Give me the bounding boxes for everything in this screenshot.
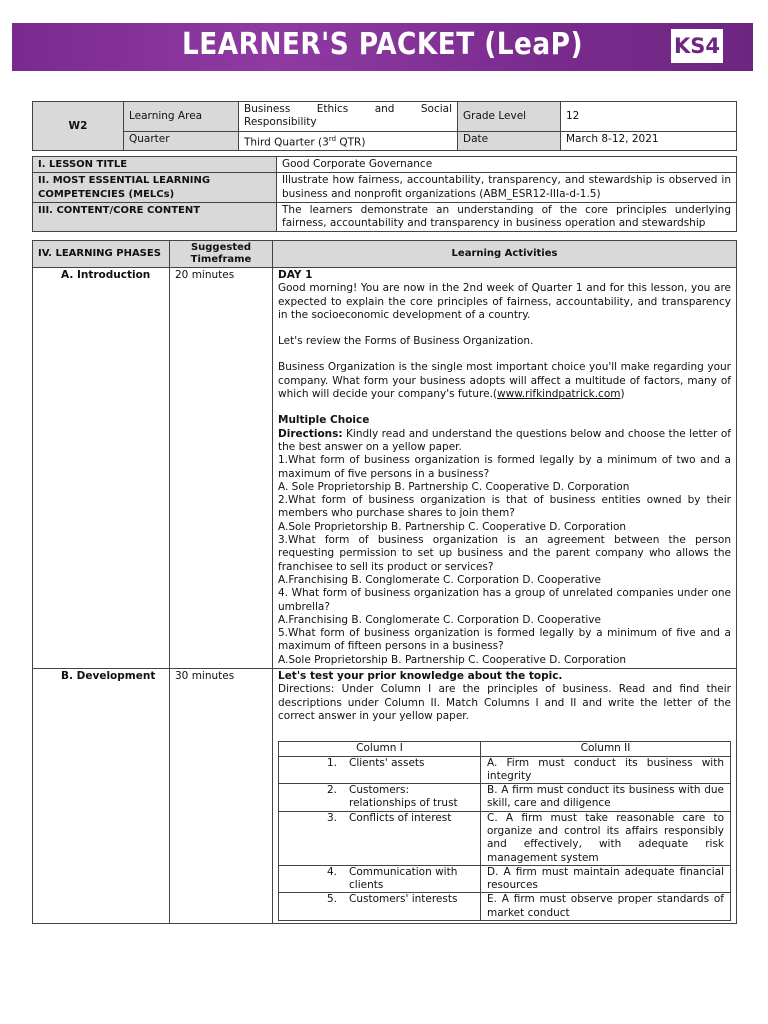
answer-options: A. Sole Proprietorship B. Partnership C. Cooperative D. Corporation <box>278 480 630 493</box>
grade-level-value: 12 <box>561 102 737 132</box>
quarter-value: Third Quarter (3rd QTR) <box>239 131 458 151</box>
table-row <box>279 784 731 812</box>
row-number: 1. <box>279 756 344 784</box>
quarter-label: Quarter <box>124 131 239 151</box>
column-ii-cell: A. Firm must conduct its business with integrity <box>481 756 731 784</box>
phases-header: IV. LEARNING PHASES <box>33 241 170 268</box>
table-row <box>279 811 731 865</box>
question-item: 1.What form of business organization is formed legally by a minimum of two and a maximum of five persons in a business? <box>278 454 731 480</box>
introduction-activities <box>273 268 737 669</box>
day-label: DAY 1 <box>278 269 313 281</box>
lesson-table <box>32 156 737 232</box>
matching-table <box>278 741 731 921</box>
melc-label: II. MOST ESSENTIAL LEARNING COMPETENCIES (MELCs) <box>33 173 277 203</box>
ks4-badge: KS4 <box>671 29 723 63</box>
table-row <box>279 756 731 784</box>
date-label: Date <box>458 131 561 151</box>
table-row <box>279 893 731 921</box>
grade-level-label: Grade Level <box>458 102 561 132</box>
column-i-cell: Customers' interests <box>343 893 481 921</box>
timeframe-header: Suggested Timeframe <box>170 241 273 268</box>
melc-value: Illustrate how fairness, accountability, transparency, and stewardship is observed in business and nonprofit organizations (ABM_ESR12-IIIa-d-1.5) <box>277 173 737 203</box>
column-i-cell: Customers: relationships of trust <box>343 784 481 812</box>
header-banner <box>12 23 753 71</box>
question-item: 2.What form of business organization is that of business entities owned by their members who purchase shares to join them? <box>278 494 731 520</box>
development-activities <box>273 669 737 924</box>
row-number: 3. <box>279 811 344 865</box>
date-value: March 8-12, 2021 <box>561 131 737 151</box>
learning-area-value: Business Ethics and Social Responsibility <box>239 102 458 132</box>
development-directions: Directions: Under Column I are the principles of business. Read and find their descriptions under Column II. Match Columns I and II and write the letter of the correct answer in your yellow paper. <box>278 683 731 722</box>
meta-table <box>32 101 737 151</box>
answer-options: A.Sole Proprietorship B. Partnership C. Cooperative D. Corporation <box>278 520 627 533</box>
row-number: 4. <box>279 865 344 893</box>
column-i-cell: Clients' assets <box>343 756 481 784</box>
answer-options: A.Franchising B. Conglomerate C. Corporation D. Cooperative <box>278 573 601 586</box>
introduction-time: 20 minutes <box>170 268 273 669</box>
development-time: 30 minutes <box>170 669 273 924</box>
question-item: 5.What form of business organization is formed legally by a minimum of five and a maximum of fifteen persons in a business? <box>278 627 731 653</box>
answer-options: A.Sole Proprietorship B. Partnership C. Cooperative D. Corporation <box>278 653 627 666</box>
lesson-title-value: Good Corporate Governance <box>277 157 737 173</box>
development-heading: Let's test your prior knowledge about the topic. <box>278 670 563 683</box>
packet-title: LEARNER'S PACKET (LeaP) <box>182 27 583 62</box>
question-item: 3.What form of business organization is an agreement between the person requesting permission to set up business and the parent company who allows the franchisee to sell its product or services? <box>278 534 731 573</box>
column-i-header: Column I <box>279 742 481 756</box>
greeting-text: Good morning! You are now in the 2nd week of Quarter 1 and for this lesson, you are expected to explain the core principles of fairness, accountability, and transparency in the socioeconomic development of a country. <box>278 282 731 321</box>
question-item: 4. What form of business organization has a group of unrelated companies under one umbrella? <box>278 587 731 613</box>
week-cell: W2 <box>33 102 124 151</box>
content-value: The learners demonstrate an understanding of the core principles underlying fairness, accountability and transparency in business operation and stewardship <box>277 202 737 232</box>
column-ii-cell: E. A firm must observe proper standards of market conduct <box>481 893 731 921</box>
column-i-cell: Conflicts of interest <box>343 811 481 865</box>
column-ii-cell: D. A firm must maintain adequate financial resources <box>481 865 731 893</box>
answer-options: A.Franchising B. Conglomerate C. Corporation D. Cooperative <box>278 613 601 626</box>
mc-directions: Directions: Kindly read and understand the questions below and choose the letter of the best answer on a yellow paper. <box>278 427 731 453</box>
mc-heading: Multiple Choice <box>278 414 370 427</box>
learning-area-label: Learning Area <box>124 102 239 132</box>
column-ii-cell: B. A firm must conduct its business with due skill, care and diligence <box>481 784 731 812</box>
learning-phases-table <box>32 240 737 924</box>
column-i-cell: Communication with clients <box>343 865 481 893</box>
lesson-title-label: I. LESSON TITLE <box>33 157 277 173</box>
table-row <box>279 865 731 893</box>
row-number: 2. <box>279 784 344 812</box>
source-link[interactable]: www.rifkindpatrick.com <box>497 388 621 401</box>
row-number: 5. <box>279 893 344 921</box>
column-ii-cell: C. A firm must take reasonable care to organize and control its affairs responsibly and effectively, with adequate risk management system <box>481 811 731 865</box>
activities-header: Learning Activities <box>273 241 737 268</box>
business-org-text: Business Organization is the single most important choice you'll make regarding your company. What form your business adopts will affect a multitude of factors, many of which will decide your company's future.(www.rifkindpatrick.com) <box>278 361 731 401</box>
review-text: Let's review the Forms of Business Organization. <box>278 335 534 348</box>
column-ii-header: Column II <box>481 742 731 756</box>
content-label: III. CONTENT/CORE CONTENT <box>33 202 277 232</box>
phase-development: B. Development <box>33 669 170 924</box>
phase-introduction: A. Introduction <box>33 268 170 669</box>
